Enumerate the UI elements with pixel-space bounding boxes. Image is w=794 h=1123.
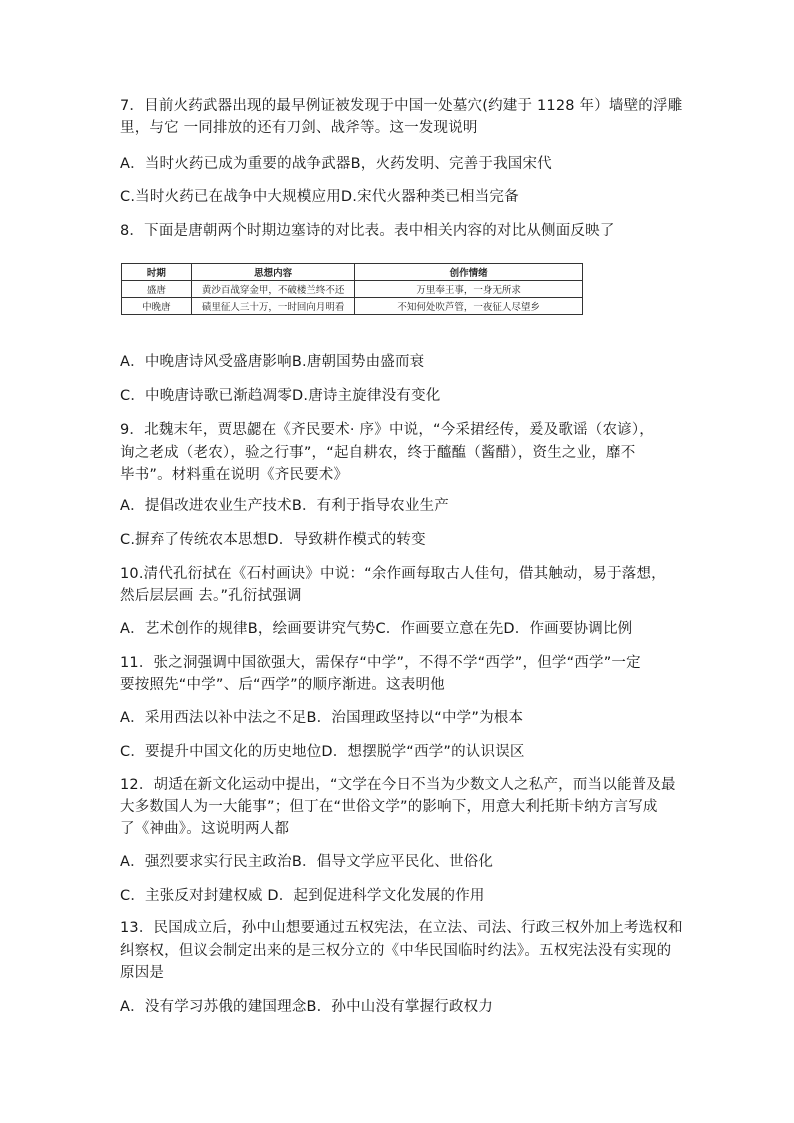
q12-options-line1: A．强烈要求实行民主政治B．倡导文学应平民化、世俗化 — [120, 854, 494, 870]
q12-options-line2: C．主张反对封建权威 D．起到促进科学文化发展的作用 — [120, 888, 485, 904]
q9-options-line2: C.摒弃了传统农本思想D．导致耕作模式的转变 — [120, 532, 426, 548]
q12-stem-line2: 大多数国人为一大能事”；但丁在“世俗文学”的影响下，用意大利托斯卡纳方言写成 — [120, 799, 658, 815]
q8-stem-line1: 8．下面是唐朝两个时期边塞诗的对比表。表中相关内容的对比从侧面反映了 — [120, 223, 615, 239]
table-header-period: 时期 — [122, 264, 192, 281]
table-row — [122, 281, 583, 298]
q9-stem-line2: 询之老成（老农），验之行事”，“起自耕农，终于醯醢（酱醋），资生之业，靡不 — [120, 445, 636, 461]
q11-options-line1: A．采用西法以补中法之不足B．治国理政坚持以“中学”为根本 — [120, 710, 524, 726]
q13-stem-line1: 13．民国成立后，孙中山想要通过五权宪法，在立法、司法、行政三权外加上考选权和 — [120, 920, 683, 936]
table-cell: 黄沙百战穿金甲，不破楼兰终不还 — [191, 281, 354, 298]
table-cell: 万里奉王事，一身无所求 — [355, 281, 583, 298]
q7-stem-line1: 7．目前火药武器出现的最早例证被发现于中国一处墓穴(约建于 1128 年）墙壁的浮雕 — [120, 98, 683, 114]
q12-stem-line3: 了《神曲》。这说明两人都 — [120, 821, 290, 837]
q9-stem-line1: 9．北魏末年，贾思勰在《齐民要术· 序》中说，“今采捃经传，爰及歌谣（农谚）， — [120, 422, 655, 438]
q10-stem-line1: 10.清代孔衍拭在《石村画诀》中说：“余作画每取古人佳句，借其触动，易于落想， — [120, 566, 666, 582]
q7-stem-line2: 里，与它 一同排放的还有刀剑、战斧等。这一发现说明 — [120, 120, 478, 136]
q11-stem-line2: 要按照先“中学”、后“西学”的顺序渐进。这表明他 — [120, 677, 445, 693]
table-cell: 碛里征人三十万，一时回向月明看 — [191, 298, 354, 315]
q11-stem-line1: 11．张之洞强调中国欲强大，需保存“中学”，不得不学“西学”，但学“西学”一定 — [120, 655, 641, 671]
q7-options-line1: A．当时火药已成为重要的战争武器B，火药发明、完善于我国宋代 — [120, 156, 552, 172]
tang-poetry-comparison-table — [121, 263, 583, 315]
q13-stem-line3: 原因是 — [120, 965, 165, 981]
q10-stem-line2: 然后层层画 去。”孔衍拭强调 — [120, 588, 302, 604]
q10-options-line1: A．艺术创作的规律B，绘画要讲究气势C．作画要立意在先D．作画要协调比例 — [120, 621, 633, 637]
q8-options-line2: C．中晚唐诗歌已渐趋凋零D.唐诗主旋律没有变化 — [120, 388, 441, 404]
q7-options-line2: C.当时火药已在战争中大规模应用D.宋代火器种类已相当完备 — [120, 189, 519, 205]
q13-options-line1: A．没有学习苏俄的建国理念B．孙中山没有掌握行政权力 — [120, 999, 494, 1015]
q12-stem-line1: 12．胡适在新文化运动中提出，“文学在今日不当为少数文人之私产，而当以能普及最 — [120, 777, 676, 793]
table-row — [122, 298, 583, 315]
q13-stem-line2: 纠察权，但议会制定出来的是三权分立的《中华民国临时约法》。五权宪法没有实现的 — [120, 943, 672, 959]
q9-stem-line3: 毕书”。材料重在说明《齐民要术》 — [120, 467, 349, 483]
q9-options-line1: A．提倡改进农业生产技术B．有利于指导农业生产 — [120, 498, 449, 514]
table-cell: 盛唐 — [122, 281, 192, 298]
table-cell: 不知何处吹芦管，一夜征人尽望乡 — [355, 298, 583, 315]
q11-options-line2: C．要提升中国文化的历史地位D．想摆脱学“西学”的认识误区 — [120, 744, 525, 760]
table-header-emotion: 创作情绪 — [355, 264, 583, 281]
table-header-row — [122, 264, 583, 281]
table-cell: 中晚唐 — [122, 298, 192, 315]
table-header-content: 思想内容 — [191, 264, 354, 281]
q8-options-line1: A．中晚唐诗风受盛唐影响B.唐朝国势由盛而衰 — [120, 354, 425, 370]
